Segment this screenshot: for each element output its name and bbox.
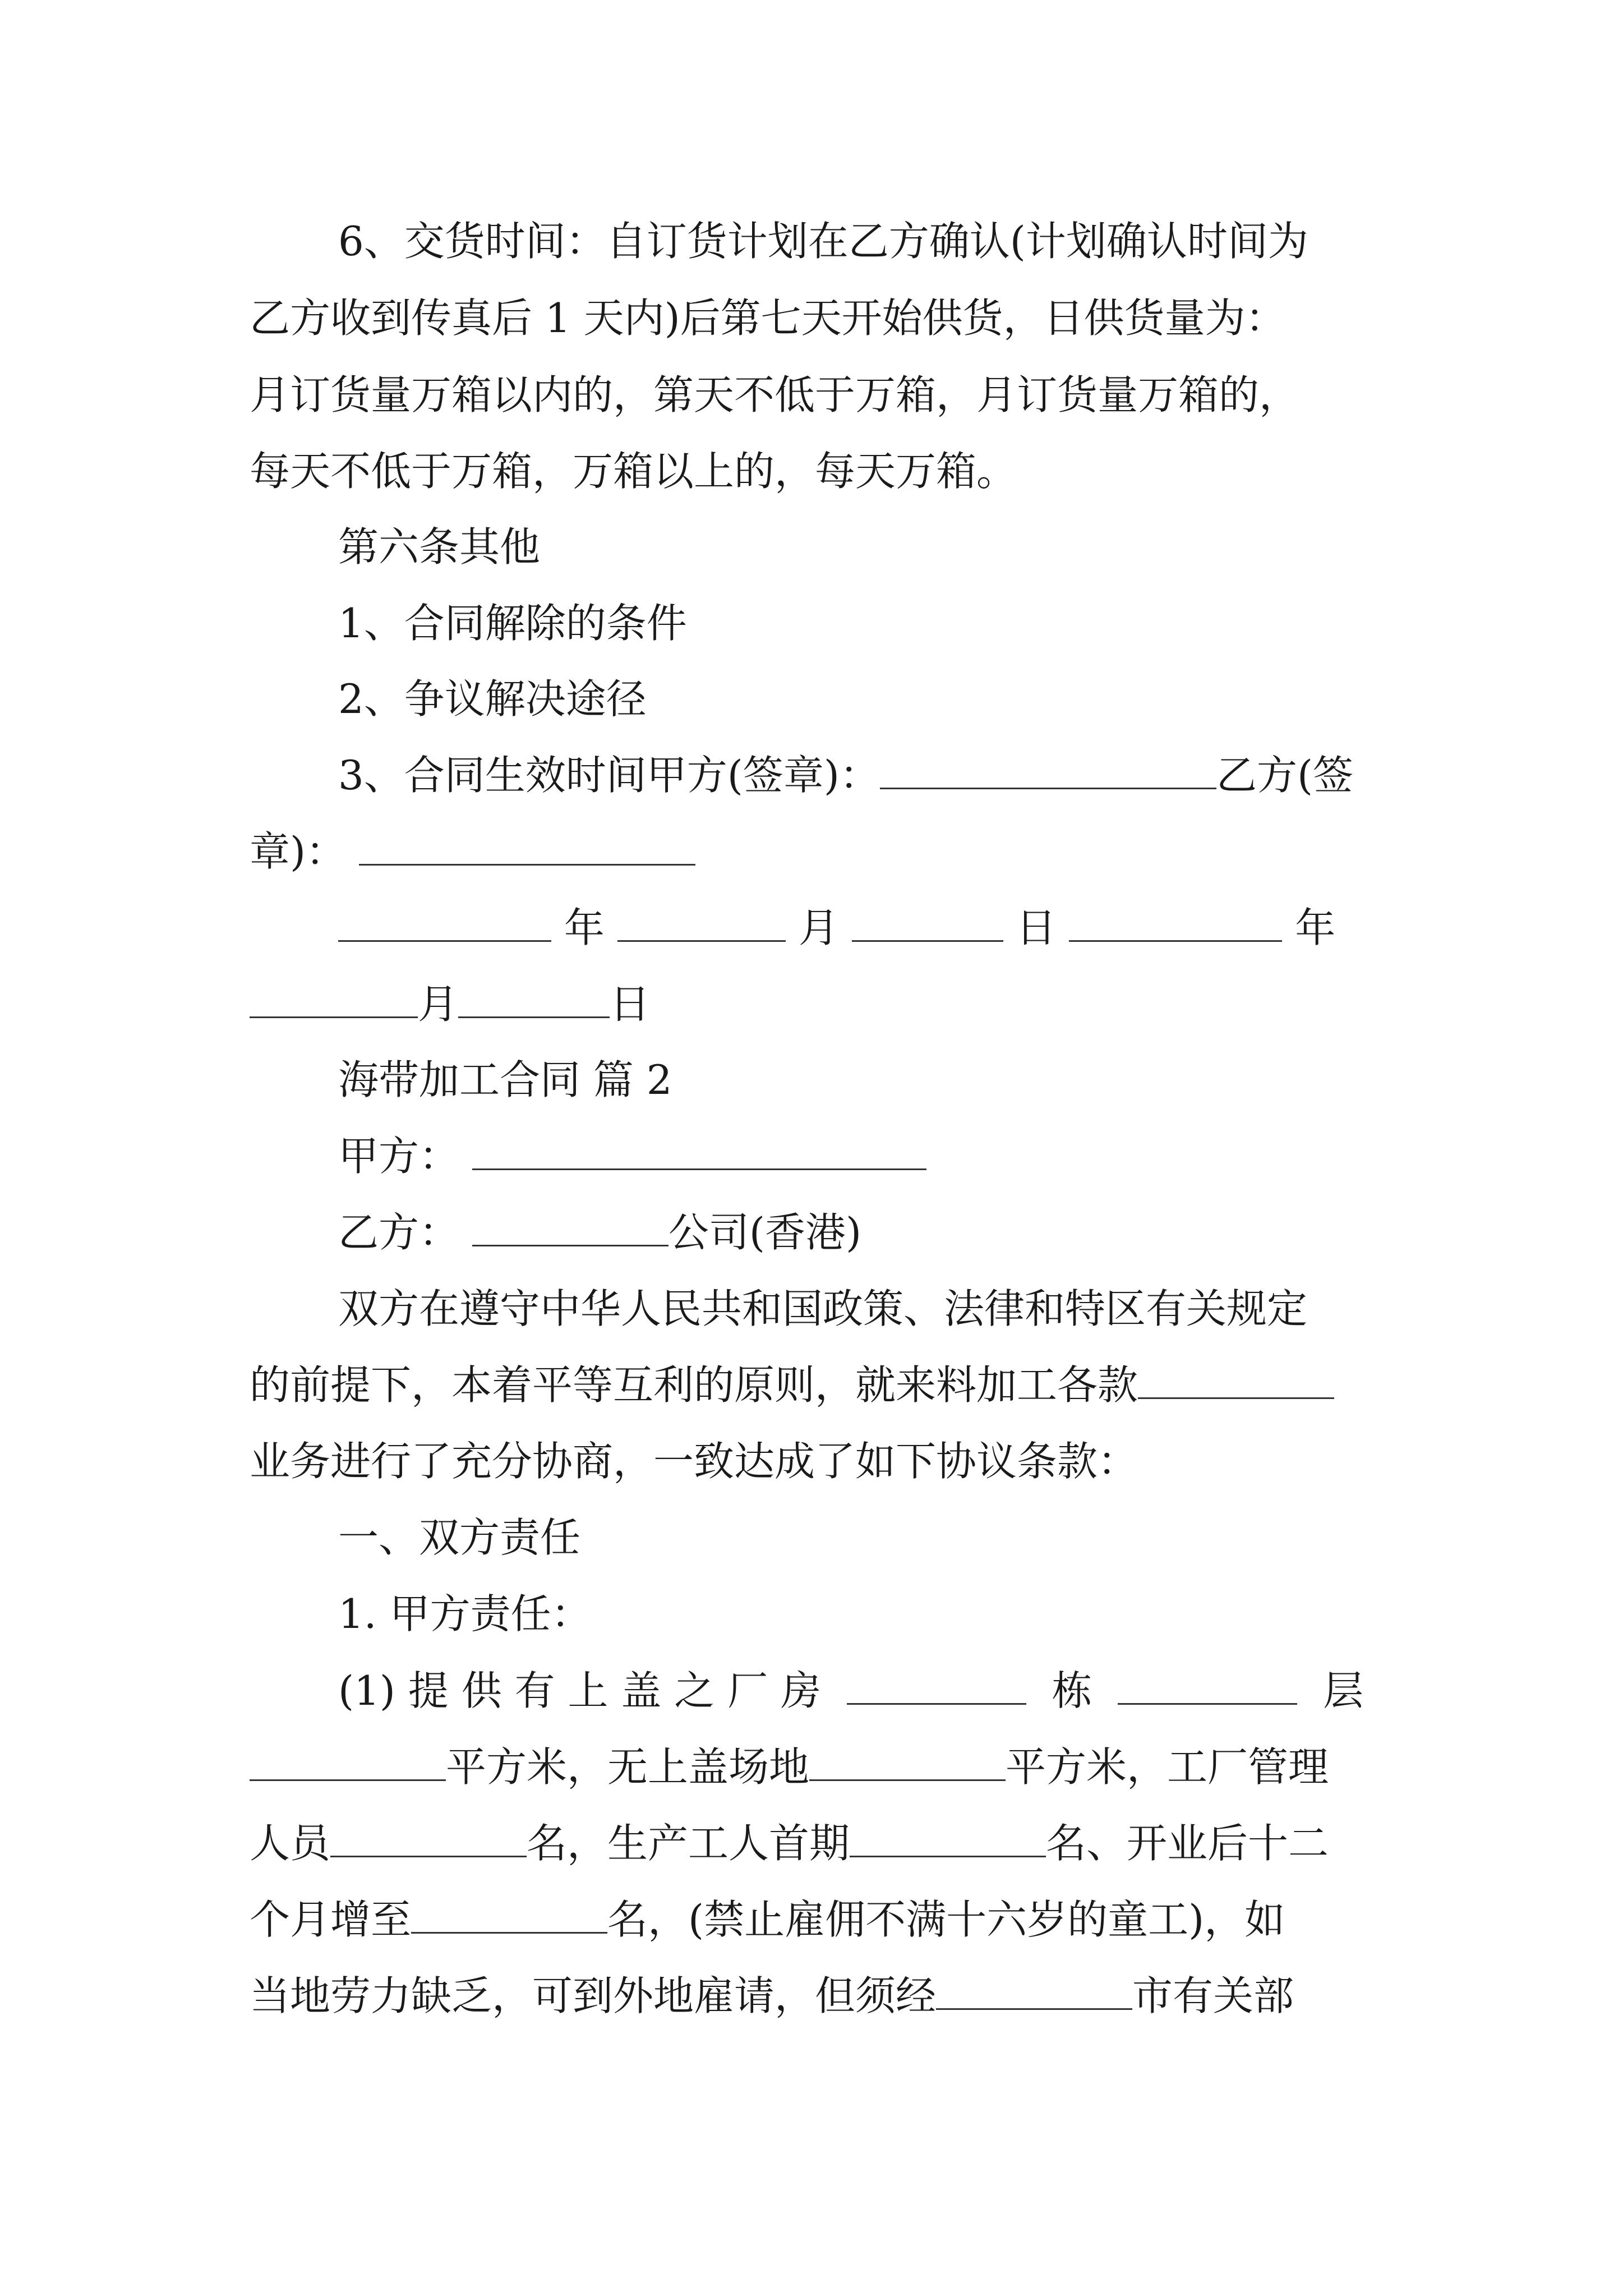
- date-blank: [250, 982, 418, 1018]
- section-heading: 一、双方责任: [338, 1514, 581, 1561]
- signature-line: 章)：: [250, 825, 1385, 878]
- text-line: 2、争议解决途径: [338, 675, 647, 723]
- date-blank: [617, 905, 786, 942]
- blank: [1118, 1668, 1297, 1705]
- section-heading: 第六条其他: [338, 523, 541, 570]
- blank: [330, 1821, 527, 1857]
- blank: [1138, 1363, 1334, 1399]
- date-blank: [458, 982, 610, 1018]
- text-line: 业务进行了充分协商，一致达成了如下协议条款：: [250, 1438, 1138, 1485]
- subsection-heading: 1. 甲方责任：: [338, 1590, 592, 1637]
- text-line: 6、交货时间：自订货计划在乙方确认(计划确认时间为: [338, 218, 1308, 265]
- text-line: 1、合同解除的条件: [338, 600, 687, 647]
- party-b-line: 乙方： 公司(香港): [338, 1209, 862, 1256]
- date-line: 月 日: [250, 977, 1385, 1031]
- signature-blank: [880, 753, 1216, 789]
- blank: [411, 1897, 607, 1934]
- blank: [936, 1973, 1132, 2010]
- text-line: (1) 提 供 有 上 盖 之 厂 房 栋 层: [338, 1667, 1364, 1714]
- party-a-blank: [472, 1134, 926, 1170]
- text-line: 当地劳力缺乏，可到外地雇请，但须经 市有关部: [250, 1972, 1294, 2019]
- blank: [850, 1821, 1046, 1857]
- date-blank: [1069, 905, 1282, 942]
- blank: [250, 1745, 446, 1781]
- date-blank: [852, 905, 1003, 942]
- text-line: 月订货量万箱以内的，第天不低于万箱，月订货量万箱的，: [250, 371, 1300, 418]
- contract-title: 海带加工合同 篇 2: [338, 1056, 672, 1103]
- party-a-line: 甲方：: [338, 1129, 1385, 1183]
- text-line: 个月增至 名，(禁止雇佣不满十六岁的童工)，如: [250, 1896, 1285, 1943]
- text-line: 乙方收到传真后 1 天内)后第七天开始供货，日供货量为：: [250, 295, 1286, 342]
- blank: [809, 1745, 1006, 1781]
- date-blank: [338, 905, 551, 942]
- date-line: 年 月 日 年: [338, 901, 1385, 955]
- text-line: 人员 名，生产工人首期 名、开业后十二: [250, 1820, 1329, 1867]
- party-b-blank: [472, 1210, 668, 1246]
- text-line: 每天不低于万箱，万箱以上的，每天万箱。: [250, 448, 1017, 495]
- signature-blank: [359, 829, 695, 866]
- text-line: 的前提下，本着平等互利的原则，就来料加工各款: [250, 1358, 1385, 1412]
- signature-line: 3、合同生效时间甲方(签章)： 乙方(签: [338, 752, 1354, 799]
- blank: [847, 1668, 1026, 1705]
- text-line: 双方在遵守中华人民共和国政策、法律和特区有关规定: [338, 1285, 1308, 1332]
- text-line: 平方米，无上盖场地 平方米，工厂管理: [250, 1740, 1385, 1794]
